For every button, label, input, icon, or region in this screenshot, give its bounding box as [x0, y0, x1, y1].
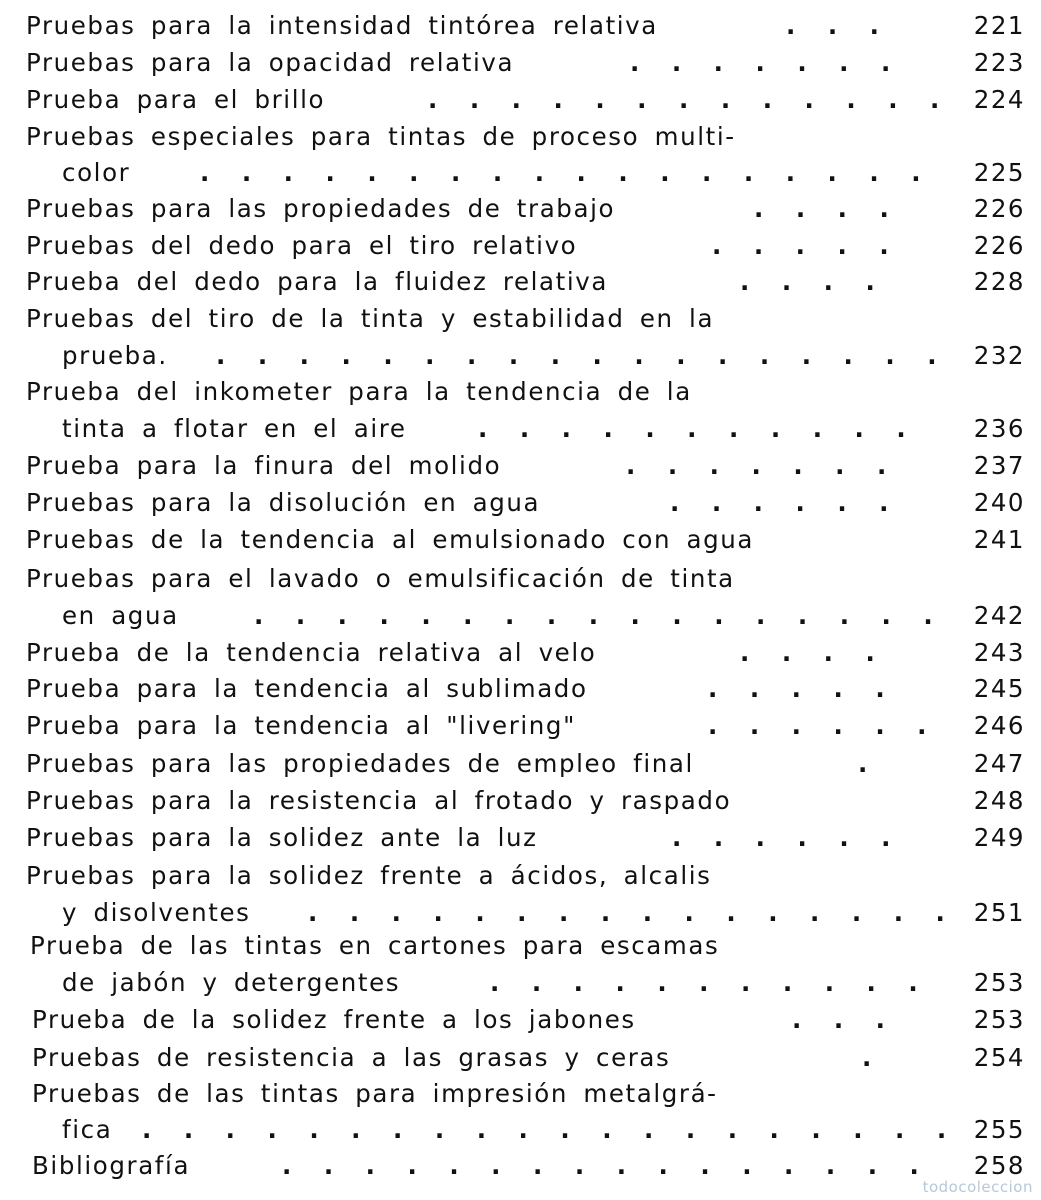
toc-entry-page: 226: [973, 194, 1025, 223]
toc-entry-title: Prueba del inkometer para la tendencia de la: [26, 377, 692, 406]
toc-entry: [0, 858, 1041, 894]
toc-entry: [0, 783, 1041, 819]
toc-entry-title: Prueba de las tintas en cartones para escamas: [30, 931, 720, 960]
toc-entry-page: 241: [973, 525, 1025, 554]
toc-entry-page: 255: [973, 1115, 1025, 1144]
toc-entry-title: Pruebas para la opacidad relativa: [26, 48, 515, 77]
toc-entry: [0, 1040, 1041, 1076]
dot-leader: . . .: [786, 11, 888, 40]
toc-entry-page: 245: [973, 674, 1025, 703]
toc-entry-page: 224: [973, 85, 1025, 114]
dot-leader: .: [858, 749, 877, 778]
toc-entry: [0, 671, 1041, 707]
toc-entry-page: 226: [973, 231, 1025, 260]
toc-entry: [0, 411, 1041, 447]
toc-entry-title: Pruebas de la tendencia al emulsionado con agua: [26, 525, 754, 554]
dot-leader: . . . . . .: [670, 488, 898, 517]
toc-entry-title: Pruebas para la disolución en agua: [26, 488, 541, 517]
toc-entry-title: Pruebas para las propiedades de empleo final: [26, 749, 694, 778]
toc-entry-title: Pruebas para la solidez ante la luz: [26, 823, 538, 852]
toc-entry: [0, 820, 1041, 856]
dot-leader: . . . . . .: [708, 711, 936, 740]
toc-entry-title: y disolventes: [62, 898, 251, 927]
toc-entry: [0, 895, 1041, 931]
toc-entry-title: fica: [62, 1115, 113, 1144]
toc-entry-title: Pruebas para la solidez frente a ácidos, alcalis: [26, 861, 712, 890]
toc-entry-page: 221: [973, 11, 1025, 40]
toc-entry-page: 237: [973, 451, 1025, 480]
toc-entry-title: Prueba de la solidez frente a los jabones: [32, 1005, 636, 1034]
dot-leader: . . . . . . . . . . . . . . . . . . . .: [142, 1115, 956, 1144]
toc-entry-title: Prueba para la finura del molido: [26, 451, 502, 480]
dot-leader: . . . . . . .: [626, 451, 896, 480]
toc-entry-title: Pruebas del dedo para el tiro relativo: [26, 231, 578, 260]
toc-entry-title: Pruebas de resistencia a las grasas y ceras: [32, 1043, 671, 1072]
toc-entry: [0, 374, 1041, 410]
toc-entry: [0, 228, 1041, 264]
dot-leader: . . . . . . . . . . . . . . . . .: [254, 601, 942, 630]
dot-leader: . . . . .: [712, 231, 898, 260]
dot-leader: . . . . . . . . . . .: [478, 414, 915, 443]
dot-leader: . . . . . . . . . . . . . . . . . .: [200, 158, 930, 187]
toc-entry: [0, 485, 1041, 521]
toc-entry-page: 243: [973, 638, 1025, 667]
toc-entry-page: 232: [973, 341, 1025, 370]
toc-entry-page: 253: [973, 1005, 1025, 1034]
dot-leader: . . .: [792, 1005, 894, 1034]
toc-entry-page: 258: [973, 1151, 1025, 1180]
dot-leader: . . . . . . . . . . . . .: [428, 85, 949, 114]
toc-entry-title: tinta a flotar en el aire: [62, 414, 407, 443]
dot-leader: .: [862, 1043, 881, 1072]
toc-entry: [0, 448, 1041, 484]
toc-entry-title: Pruebas para la resistencia al frotado y raspado: [26, 786, 732, 815]
dot-leader: . . . . . .: [672, 823, 900, 852]
toc-entry-title: Prueba de la tendencia relativa al velo: [26, 638, 597, 667]
dot-leader: . . . .: [740, 638, 884, 667]
toc-entry: [0, 708, 1041, 744]
toc-entry-title: Pruebas de las tintas para impresión metalgrá-: [32, 1079, 718, 1108]
toc-entry-title: Prueba del dedo para la fluidez relativa: [26, 267, 608, 296]
toc-entry-page: 251: [973, 898, 1025, 927]
toc-entry-title: prueba.: [62, 341, 168, 370]
toc-entry: [0, 119, 1041, 155]
toc-entry: [0, 45, 1041, 81]
toc-entry: [0, 965, 1041, 1001]
toc-entry-page: 249: [973, 823, 1025, 852]
dot-leader: . . . . .: [708, 674, 894, 703]
toc-entry-page: 247: [973, 749, 1025, 778]
toc-entry-title: Pruebas para las propiedades de trabajo: [26, 194, 616, 223]
toc-entry-page: 254: [973, 1043, 1025, 1072]
toc-entry-page: 225: [973, 158, 1025, 187]
toc-entry-page: 248: [973, 786, 1025, 815]
toc-entry: [0, 1076, 1041, 1112]
toc-entry-page: 253: [973, 968, 1025, 997]
toc-entry-page: 240: [973, 488, 1025, 517]
toc-entry-title: Pruebas especiales para tintas de proceso multi-: [26, 122, 736, 151]
toc-entry: [0, 1112, 1041, 1148]
dot-leader: . . . . . . . . . . . . . . . .: [282, 1151, 928, 1180]
toc-entry: [0, 522, 1041, 558]
toc-entry: [0, 8, 1041, 44]
toc-entry: [0, 155, 1041, 191]
toc-entry-title: Prueba para la tendencia al "livering": [26, 711, 576, 740]
watermark: todocoleccion: [922, 1178, 1033, 1196]
dot-leader: . . . . . . . . . . . . . . . .: [308, 898, 954, 927]
toc-entry: [0, 1002, 1041, 1038]
toc-entry: [0, 1148, 1041, 1184]
toc-entry-title: Pruebas para el lavado o emulsificación de tinta: [26, 564, 735, 593]
toc-entry: [0, 301, 1041, 337]
dot-leader: . . . .: [754, 194, 898, 223]
toc-entry-title: Bibliografía: [32, 1151, 191, 1180]
toc-entry-title: Pruebas para la intensidad tintórea relativa: [26, 11, 658, 40]
toc-entry-title: de jabón y detergentes: [62, 968, 401, 997]
toc-entry-title: en agua: [62, 601, 179, 630]
toc-entry: [0, 561, 1041, 597]
toc-entry-page: 228: [973, 267, 1025, 296]
toc-entry-title: Pruebas del tiro de la tinta y estabilidad en la: [26, 304, 715, 333]
toc-entry: [0, 635, 1041, 671]
toc-entry-title: Prueba para la tendencia al sublimado: [26, 674, 588, 703]
dot-leader: . . . .: [740, 267, 884, 296]
dot-leader: . . . . . . . . . . . . . . . . . .: [216, 341, 946, 370]
toc-entry: [0, 82, 1041, 118]
toc-entry: [0, 191, 1041, 227]
toc-entry: [0, 598, 1041, 634]
toc-entry-title: color: [62, 158, 131, 187]
toc-entry: [0, 746, 1041, 782]
toc-entry-title: Prueba para el brillo: [26, 85, 326, 114]
toc-entry: [0, 264, 1041, 300]
toc-entry-page: 242: [973, 601, 1025, 630]
toc-entry-page: 236: [973, 414, 1025, 443]
dot-leader: . . . . . . .: [630, 48, 900, 77]
toc-entry: [0, 928, 1041, 964]
dot-leader: . . . . . . . . . . .: [490, 968, 927, 997]
toc-entry-page: 246: [973, 711, 1025, 740]
toc-entry-page: 223: [973, 48, 1025, 77]
toc-entry: [0, 338, 1041, 374]
